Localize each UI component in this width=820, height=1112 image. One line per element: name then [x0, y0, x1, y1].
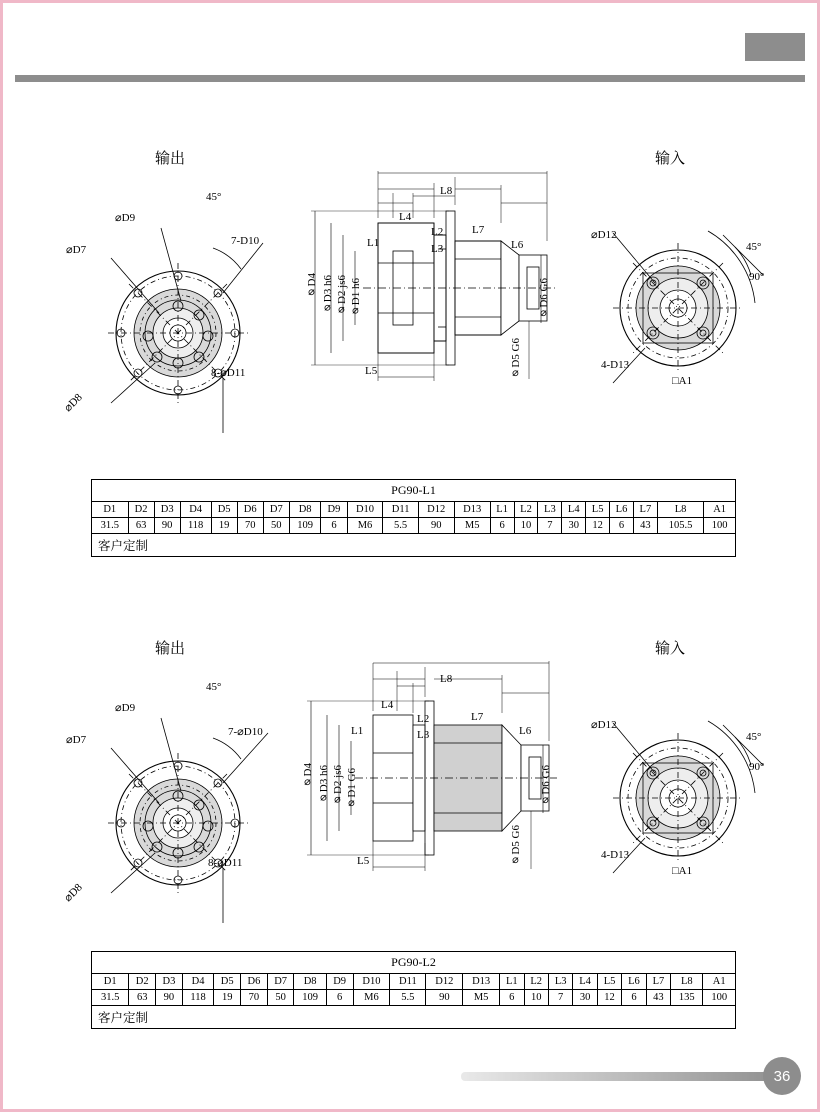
label-d9-2: ⌀D9: [115, 702, 136, 714]
table-pg90-l2: [91, 951, 736, 1029]
td: 30: [562, 518, 586, 534]
label-l3-1: L3: [431, 243, 444, 255]
label-l8-1: L8: [440, 185, 453, 197]
th: D10: [347, 502, 383, 518]
th: L1: [490, 502, 514, 518]
td: 50: [267, 990, 294, 1006]
td: 90: [426, 990, 463, 1006]
th: A1: [704, 502, 736, 518]
td: M6: [353, 990, 390, 1006]
label-l8-2: L8: [440, 673, 453, 685]
label-d7-1: ⌀D7: [66, 244, 87, 256]
td: 109: [289, 518, 321, 534]
label-d3-1: ⌀D3 h6: [322, 275, 334, 316]
label-4-d13-1: 4-D13: [601, 359, 630, 371]
table-title-2: PG90-L2: [92, 952, 736, 974]
th: L4: [573, 974, 597, 990]
th: L5: [586, 502, 610, 518]
th: D2: [129, 974, 156, 990]
table-pg90-l1: [91, 479, 736, 557]
td: 70: [237, 518, 263, 534]
label-l6-1: L6: [511, 239, 524, 251]
th: D5: [214, 974, 241, 990]
td: 6: [622, 990, 646, 1006]
th: D8: [289, 502, 321, 518]
td: 19: [211, 518, 237, 534]
label-45deg-right-1: 45°: [746, 241, 762, 253]
td: 31.5: [92, 990, 129, 1006]
th: D13: [463, 974, 500, 990]
label-l4-2: L4: [381, 699, 394, 711]
th: A1: [703, 974, 736, 990]
th: D4: [180, 502, 211, 518]
td: 6: [490, 518, 514, 534]
th: D11: [383, 502, 418, 518]
label-4-d13-2: 4-D13: [601, 849, 630, 861]
th: L3: [538, 502, 562, 518]
label-l1-2: L1: [351, 725, 364, 737]
label-d3-2: ⌀D3 h6: [318, 765, 330, 806]
td: M5: [463, 990, 500, 1006]
caption-output-2: 输出: [155, 640, 186, 657]
table-header-row-1: [92, 502, 736, 518]
td: 43: [646, 990, 670, 1006]
right-flange-view-1: [583, 183, 820, 433]
td: 118: [180, 518, 211, 534]
label-l1-1: L1: [367, 237, 380, 249]
th: L6: [622, 974, 646, 990]
td: 7: [538, 518, 562, 534]
td: 12: [586, 518, 610, 534]
th: D12: [426, 974, 463, 990]
label-7-d10-2: 7-⌀D10: [228, 726, 263, 738]
th: L6: [610, 502, 634, 518]
th: D13: [454, 502, 490, 518]
label-7-d10-1: 7-D10: [231, 235, 260, 247]
label-l5-2: L5: [357, 855, 370, 867]
label-d6-2: ⌀D6 G6: [540, 765, 552, 808]
th: L2: [514, 502, 538, 518]
td: 109: [294, 990, 326, 1006]
td: 100: [703, 990, 736, 1006]
label-d12-2: ⌀D12: [591, 719, 617, 731]
td: 63: [129, 990, 156, 1006]
td: 6: [321, 518, 347, 534]
label-d12-1: ⌀D12: [591, 229, 617, 241]
label-90deg-2: 90°: [749, 761, 765, 773]
td: 135: [671, 990, 703, 1006]
th: D3: [156, 974, 183, 990]
label-d7-2: ⌀D7: [66, 734, 87, 746]
header-tab-block: [745, 33, 805, 61]
th: L4: [562, 502, 586, 518]
label-45deg-2: 45°: [206, 681, 222, 693]
label-d2-1: ⌀D2 js6: [336, 275, 348, 318]
th: L1: [500, 974, 524, 990]
label-d2-2: ⌀D2 js6: [332, 765, 344, 808]
td: 30: [573, 990, 597, 1006]
label-d8-2: ⌀D8: [62, 881, 85, 905]
td: 90: [418, 518, 454, 534]
label-d6-1: ⌀D6 G6: [538, 278, 550, 321]
label-45deg-1: 45°: [206, 191, 222, 203]
td: 105.5: [657, 518, 703, 534]
th: L2: [524, 974, 548, 990]
table-header-row-2: [92, 974, 736, 990]
right-flange-view-2: [583, 673, 820, 923]
table-note-2: 客户定制: [92, 1006, 736, 1029]
td: 12: [597, 990, 621, 1006]
td: 70: [241, 990, 268, 1006]
table-note-1: 客户定制: [92, 534, 736, 557]
label-l7-2: L7: [471, 711, 484, 723]
label-l6-2: L6: [519, 725, 532, 737]
caption-input-2: 输入: [655, 640, 686, 657]
footer-bar: [461, 1072, 791, 1081]
th: D11: [390, 974, 426, 990]
td: 5.5: [383, 518, 418, 534]
label-45deg-right-2: 45°: [746, 731, 762, 743]
label-l3-2: L3: [417, 729, 430, 741]
caption-output-1: 输出: [155, 150, 186, 167]
label-a1-1: □A1: [672, 375, 693, 387]
th: D5: [211, 502, 237, 518]
td: 90: [154, 518, 180, 534]
header-rule: [15, 75, 805, 82]
caption-input-1: 输入: [655, 150, 686, 167]
td: M5: [454, 518, 490, 534]
th: L8: [657, 502, 703, 518]
td: 50: [263, 518, 289, 534]
th: L3: [548, 974, 572, 990]
page-number: 36: [763, 1057, 801, 1095]
label-d1-2: ⌀D1 G6: [346, 768, 358, 811]
th: D2: [128, 502, 154, 518]
td: M6: [347, 518, 383, 534]
td: 10: [524, 990, 548, 1006]
td: 63: [128, 518, 154, 534]
label-l2-2: L2: [417, 713, 430, 725]
th: D6: [237, 502, 263, 518]
label-d9-1: ⌀D9: [115, 212, 136, 224]
drawing-pg90-l2: [3, 613, 820, 913]
th: D1: [92, 974, 129, 990]
th: L7: [646, 974, 670, 990]
label-d4-1: ⌀D4: [306, 273, 318, 300]
table-title-1: PG90-L1: [92, 480, 736, 502]
label-l2-1: L2: [431, 226, 444, 238]
label-8-d11-2: 8-⌀D11: [208, 857, 243, 869]
td: 31.5: [92, 518, 129, 534]
th: D9: [326, 974, 353, 990]
label-a1-2: □A1: [672, 865, 693, 877]
drawing-pg90-l1: [3, 123, 820, 423]
label-d5-2: ⌀D5 G6: [510, 825, 522, 868]
td: 6: [326, 990, 353, 1006]
td: 118: [182, 990, 214, 1006]
label-90deg-1: 90°: [749, 271, 765, 283]
th: D12: [418, 502, 454, 518]
th: D7: [267, 974, 294, 990]
label-d8-1: ⌀D8: [62, 391, 85, 415]
td: 90: [156, 990, 183, 1006]
th: D10: [353, 974, 390, 990]
th: L7: [633, 502, 657, 518]
th: D6: [241, 974, 268, 990]
th: D7: [263, 502, 289, 518]
td: 10: [514, 518, 538, 534]
th: D1: [92, 502, 129, 518]
label-8-d11-1: 8-⌀D11: [211, 367, 246, 379]
label-d4-2: ⌀D4: [302, 763, 314, 790]
table-value-row-2: [92, 990, 736, 1006]
td: 6: [500, 990, 524, 1006]
table-value-row-1: [92, 518, 736, 534]
td: 43: [633, 518, 657, 534]
td: 5.5: [390, 990, 426, 1006]
th: D9: [321, 502, 347, 518]
label-d5-1: ⌀D5 G6: [510, 338, 522, 381]
th: L8: [671, 974, 703, 990]
td: 19: [214, 990, 241, 1006]
th: D4: [182, 974, 214, 990]
th: D3: [154, 502, 180, 518]
th: L5: [597, 974, 621, 990]
label-d1-1: ⌀D1 h6: [350, 278, 362, 319]
td: 6: [610, 518, 634, 534]
label-l4-1: L4: [399, 211, 412, 223]
td: 100: [704, 518, 736, 534]
th: D8: [294, 974, 326, 990]
label-l5-1: L5: [365, 365, 378, 377]
td: 7: [548, 990, 572, 1006]
label-l7-1: L7: [472, 224, 485, 236]
